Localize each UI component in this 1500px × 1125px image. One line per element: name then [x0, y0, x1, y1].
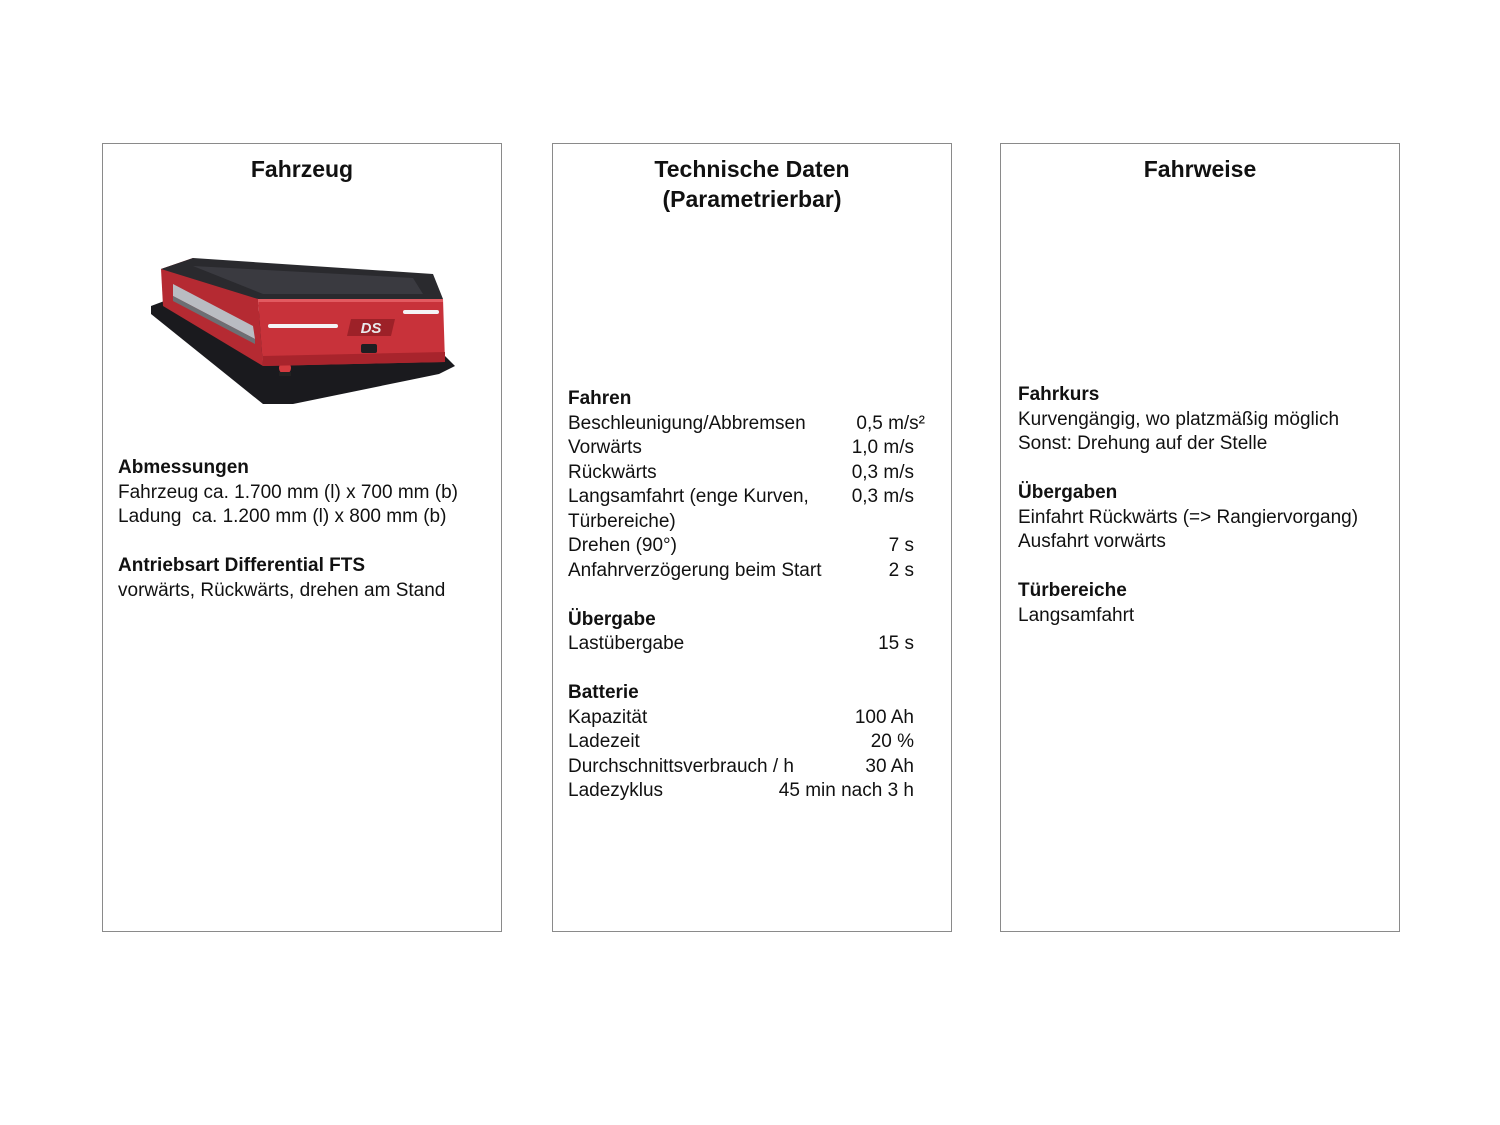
handovers-line: Ausfahrt vorwärts — [1018, 531, 1166, 552]
spec-label: Lastübergabe — [568, 633, 685, 654]
technical-data-specs — [568, 387, 925, 804]
spec-value: 0,5 m/s² — [856, 412, 925, 434]
spec-value: 15 s — [878, 633, 914, 654]
spec-label: Durchschnittsverbrauch / h — [568, 755, 794, 777]
course-heading: Fahrkurs — [1018, 384, 1100, 405]
handover-heading: Übergabe — [568, 608, 656, 630]
dimensions-section — [118, 456, 458, 603]
driving-mode-content — [1018, 383, 1358, 628]
spec-label: Drehen (90°) — [568, 535, 677, 556]
vehicle-panel-title-text: Fahrzeug — [250, 156, 354, 182]
vehicle-panel-title — [103, 154, 501, 184]
spec-row — [568, 436, 914, 461]
spec-row — [568, 412, 925, 437]
driving-mode-title-text: Fahrweise — [1143, 156, 1257, 182]
spec-row — [568, 632, 914, 657]
spec-row — [568, 730, 914, 755]
vehicle-panel — [102, 143, 502, 932]
drive-line: vorwärts, Rückwärts, drehen am Stand — [118, 579, 446, 601]
spec-label: Rückwärts — [568, 461, 657, 483]
handovers-line: Einfahrt Rückwärts (=> Rangiervorgang) — [1018, 506, 1359, 528]
dimensions-load-line: Ladung ca. 1.200 mm (l) x 800 mm (b) — [118, 506, 447, 527]
spec-label: Ladezyklus — [568, 780, 664, 801]
spec-value: 20 % — [870, 731, 914, 752]
spec-row — [568, 779, 914, 804]
dimensions-heading: Abmessungen — [118, 457, 249, 478]
spec-label: Kapazität — [568, 706, 648, 728]
spec-label: Türbereiche) — [568, 510, 676, 532]
spec-row — [568, 559, 914, 584]
course-line: Sonst: Drehung auf der Stelle — [1018, 433, 1268, 454]
driving-mode-title — [1001, 154, 1399, 184]
spec-value: 0,3 m/s — [851, 461, 914, 483]
technical-data-title — [553, 154, 951, 214]
spec-label: Anfahrverzögerung beim Start — [568, 559, 822, 581]
spec-value: 30 Ah — [865, 755, 914, 777]
driving-heading: Fahren — [568, 388, 632, 409]
vehicle-logo: DS — [360, 320, 382, 337]
spec-row — [568, 485, 914, 510]
spec-row — [568, 510, 914, 535]
technical-data-title-line2: (Parametrierbar) — [662, 186, 842, 212]
spec-label: Ladezeit — [568, 731, 640, 752]
spec-value: 7 s — [888, 535, 914, 556]
door-areas-line: Langsamfahrt — [1018, 604, 1135, 626]
spec-row — [568, 706, 914, 731]
handovers-heading: Übergaben — [1018, 482, 1118, 503]
spec-label: Vorwärts — [568, 437, 642, 458]
battery-heading: Batterie — [568, 682, 639, 703]
spec-row — [568, 755, 914, 780]
spec-value: 45 min nach 3 h — [778, 780, 914, 801]
dimensions-vehicle-line: Fahrzeug ca. 1.700 mm (l) x 700 mm (b) — [118, 481, 458, 503]
spec-label: Beschleunigung/Abbremsen — [568, 412, 806, 434]
spec-row — [568, 534, 914, 559]
spec-value: 0,3 m/s — [851, 486, 914, 507]
technical-data-panel — [552, 143, 952, 932]
spec-value: 100 Ah — [854, 706, 914, 728]
driving-mode-panel — [1000, 143, 1400, 932]
spec-value: 2 s — [888, 559, 914, 581]
course-line: Kurvengängig, wo platzmäßig möglich — [1018, 408, 1340, 430]
spec-row — [568, 461, 914, 486]
spec-value: 1,0 m/s — [851, 437, 914, 458]
door-areas-heading: Türbereiche — [1018, 580, 1127, 601]
technical-data-title-line1: Technische Daten — [654, 156, 850, 182]
spec-label: Langsamfahrt (enge Kurven, — [568, 486, 809, 507]
drive-heading: Antriebsart Differential FTS — [118, 555, 366, 576]
agv-vehicle-image — [143, 244, 463, 419]
